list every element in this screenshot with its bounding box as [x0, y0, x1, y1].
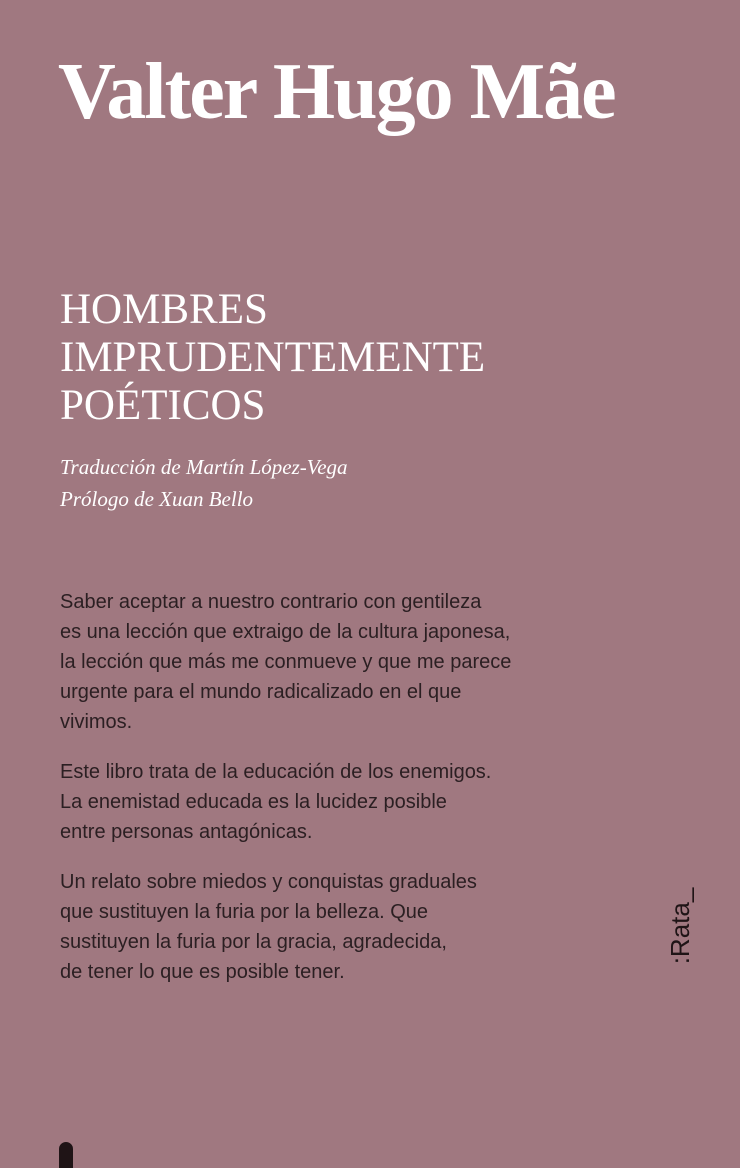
blurb-line: que sustituyen la furia por la belleza. Que — [60, 901, 428, 923]
blurb-line: es una lección que extraigo de la cultura japonesa, — [60, 621, 511, 643]
blurb-line: La enemistad educada es la lucidez posible — [60, 791, 447, 813]
blurb-line: urgente para el mundo radicalizado en el que — [60, 681, 462, 703]
blurb-line: sustituyen la furia por la gracia, agradecida, — [60, 931, 447, 953]
prologue-credit: Prólogo de Xuan Bello — [60, 487, 254, 511]
title-line: IMPRUDENTEMENTE — [60, 334, 486, 381]
title-line: POÉTICOS — [60, 382, 266, 429]
blurb-line: Este libro trata de la educación de los enemigos. — [60, 761, 492, 783]
publisher-logo — [663, 878, 697, 974]
title-line: HOMBRES — [60, 286, 268, 333]
blurb — [60, 587, 620, 1007]
blurb-line: de tener lo que es posible tener. — [60, 961, 345, 983]
blurb-line: Un relato sobre miedos y conquistas graduales — [60, 871, 477, 893]
blurb-line: vivimos. — [60, 711, 133, 733]
translation-credit: Traducción de Martín López-Vega — [60, 455, 348, 479]
blurb-line: entre personas antagónicas. — [60, 821, 313, 843]
blurb-paragraph — [60, 757, 620, 847]
blurb-paragraph — [60, 587, 620, 737]
bookmark-tab-icon — [59, 1142, 73, 1168]
blurb-line: la lección que más me conmueve y que me parece — [60, 651, 512, 673]
author-name: Valter Hugo Mãe — [58, 48, 615, 136]
credits — [60, 451, 348, 515]
book-title — [60, 286, 485, 430]
blurb-line: Saber aceptar a nuestro contrario con gentileza — [60, 591, 482, 613]
publisher-name: :Rata_ — [665, 887, 695, 965]
blurb-paragraph — [60, 867, 620, 987]
